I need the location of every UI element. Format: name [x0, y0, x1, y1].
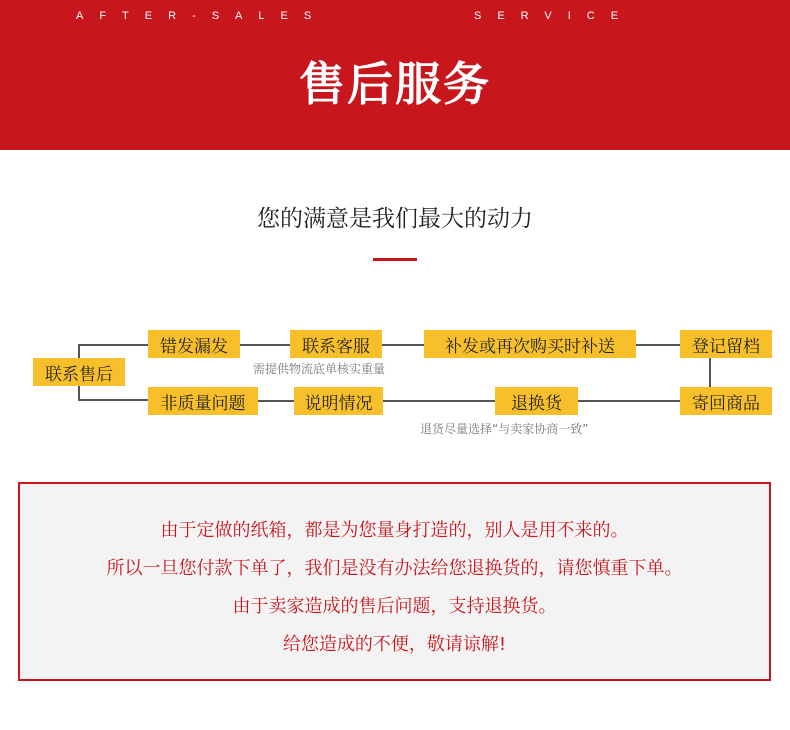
notice-line: 所以一旦您付款下单了，我们是没有办法给您退换货的，请您慎重下单。	[106, 558, 683, 579]
flow-step-contact-support: 联系客服	[290, 330, 382, 358]
flow-connector-bottom	[258, 400, 294, 402]
flow-step-return-exchange: 退换货	[495, 387, 578, 415]
flow-note-logistics-receipt: 需提供物流底单核实重量	[253, 362, 386, 376]
flow-connector-top	[382, 344, 424, 346]
flow-step-explain-situation: 说明情况	[294, 387, 383, 415]
notice-box	[18, 482, 771, 681]
after-sales-flowchart	[0, 320, 790, 450]
flow-note-return-agreement: 退货尽量选择“与卖家协商一致”	[420, 422, 589, 436]
flow-step-register-record: 登记留档	[680, 330, 772, 358]
flow-connector-top-start	[78, 344, 148, 346]
flow-step-contact-after-sales: 联系售后	[33, 358, 125, 386]
slogan: 您的满意是我们最大的动力	[257, 206, 533, 232]
header-subtitle-word: AFTER-SALES	[76, 10, 328, 22]
flow-connector-top	[636, 344, 680, 346]
notice-line: 由于定做的纸箱，都是为您量身打造的，别人是用不来的。	[160, 520, 629, 541]
flow-step-resend-or-compensate: 补发或再次购买时补送	[424, 330, 636, 358]
notice-line: 给您造成的不便，敬请谅解!	[282, 634, 507, 655]
flow-connector-top	[240, 344, 290, 346]
flow-connector-bottom	[578, 400, 680, 402]
header-banner	[0, 0, 790, 150]
flow-connector-right-vertical	[709, 358, 711, 388]
flow-step-non-quality-issue: 非质量问题	[148, 387, 258, 415]
slogan-divider	[373, 258, 417, 261]
flow-connector-bottom	[383, 400, 495, 402]
header-subtitle	[0, 10, 790, 30]
header-subtitle-word: SERVICE	[474, 10, 635, 22]
page-title: 售后服务	[299, 57, 491, 111]
notice-line: 由于卖家造成的售后问题，支持退换货。	[232, 596, 557, 617]
flow-step-send-back-goods: 寄回商品	[680, 387, 772, 415]
flow-connector-bottom-start	[78, 399, 148, 401]
flow-step-wrong-missing-shipment: 错发漏发	[148, 330, 240, 358]
